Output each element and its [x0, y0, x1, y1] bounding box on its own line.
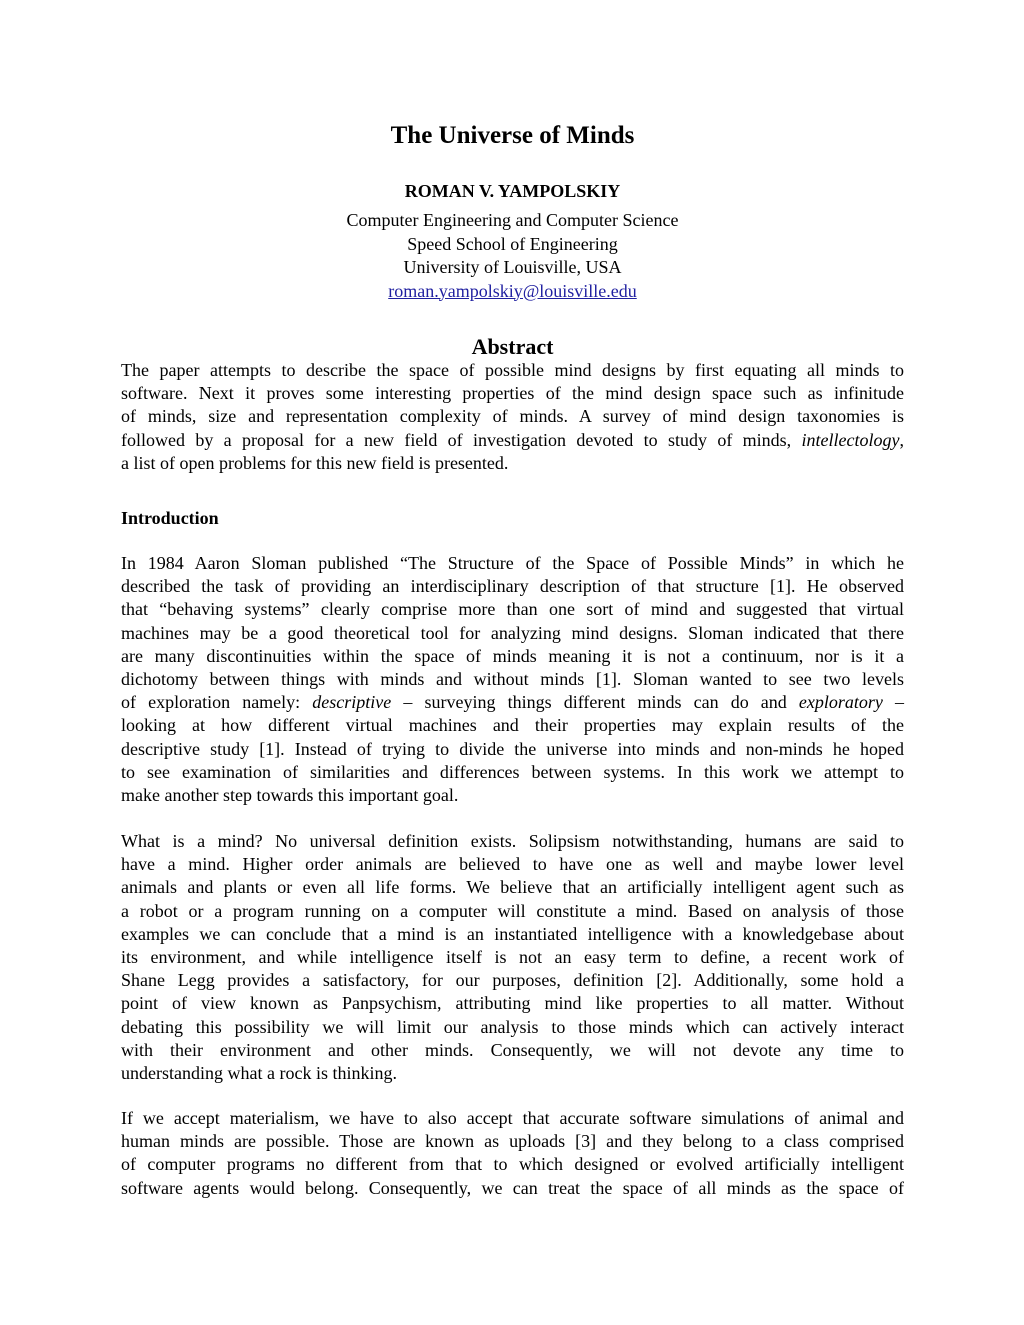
intro-line: its environment, and while intelligence itself is not an easy term to define, a recent work of	[121, 946, 904, 967]
abstract-line: software. Next it proves some interesting properties of the mind design space such as infinitude	[121, 383, 904, 404]
affiliation-line: Speed School of Engineering	[407, 233, 618, 254]
intro-line: What is a mind? No universal definition exists. Solipsism notwithstanding, humans are said to	[121, 831, 904, 851]
intro-line: software agents would belong. Consequently, we can treat the space of all minds as the space of	[121, 1177, 904, 1198]
abstract-line: a list of open problems for this new field is presented.	[121, 452, 509, 473]
affiliation-line: Computer Engineering and Computer Science	[346, 210, 679, 230]
affiliation-line: University of Louisville, USA	[403, 257, 622, 277]
intro-line: looking at how different virtual machines and their properties may explain results of the	[121, 715, 904, 736]
paper-title: The Universe of Minds	[390, 122, 635, 149]
introduction-heading: Introduction	[121, 508, 219, 528]
intro-line: In 1984 Aaron Sloman published “The Structure of the Space of Possible Minds” in which he	[121, 553, 904, 573]
intro-paragraph-1	[121, 552, 904, 807]
intro-line: are many discontinuities within the space of minds meaning it is not a continuum, nor is it a	[121, 645, 904, 666]
intro-line: debating this possibility we will limit our analysis to those minds which can actively interact	[121, 1016, 904, 1037]
intro-line: with their environment and other minds. Consequently, we will not devote any time to	[121, 1039, 904, 1060]
abstract-line	[121, 429, 904, 452]
affiliation-block	[121, 209, 904, 303]
intro-line: understanding what a rock is thinking.	[121, 1062, 397, 1083]
intro-line-text: – surveying things different minds can do and	[391, 692, 799, 713]
intro-line: Shane Legg provides a satisfactory, for our purposes, definition [2]. Additionally, some hold a	[121, 970, 904, 991]
intro-line	[121, 691, 904, 714]
author-email-link[interactable]: roman.yampolskiy@louisville.edu	[388, 280, 637, 301]
abstract-line: The paper attempts to describe the space of possible mind designs by first equating all minds to	[121, 360, 904, 380]
intro-line: a robot or a program running on a computer will constitute a mind. Based on analysis of those	[121, 900, 904, 921]
abstract-italic-term: intellectology	[801, 429, 900, 450]
abstract-paragraph	[121, 359, 904, 475]
intro-line: make another step towards this important goal.	[121, 784, 459, 805]
italic-term-exploratory: exploratory	[798, 692, 883, 713]
abstract-line: of minds, size and representation complexity of minds. A survey of mind design taxonomies is	[121, 406, 904, 427]
intro-line: of computer programs no different from that to which designed or evolved artificially intelligent	[121, 1154, 904, 1175]
intro-line: point of view known as Panpsychism, attributing mind like properties to all matter. Without	[121, 993, 904, 1014]
intro-line: machines may be a good theoretical tool for analyzing mind designs. Sloman indicated that there	[121, 622, 904, 643]
intro-line: described the task of providing an interdisciplinary description of that structure [1]. He observed	[121, 576, 904, 597]
intro-line: to see examination of similarities and differences between systems. In this work we attempt to	[121, 761, 904, 782]
intro-line: examples we can conclude that a mind is an instantiated intelligence with a knowledgebase about	[121, 923, 904, 944]
intro-line-text: –	[882, 692, 905, 713]
author-name: ROMAN V. YAMPOLSKIY	[404, 181, 621, 201]
abstract-line-text: followed by a proposal for a new field of investigation devoted to study of minds,	[121, 429, 802, 450]
intro-line: dichotomy between things with minds and without minds [1]. Sloman wanted to see two levels	[121, 668, 904, 689]
intro-paragraph-3	[121, 1107, 904, 1200]
intro-line: animals and plants or even all life forms. We believe that an artificially intelligent agent such as	[121, 877, 904, 898]
italic-term-descriptive: descriptive	[312, 692, 392, 713]
intro-line: have a mind. Higher order animals are believed to have one as well and maybe lower level	[121, 854, 904, 875]
intro-line-text: of exploration namely:	[121, 692, 313, 713]
intro-paragraph-2	[121, 830, 904, 1085]
intro-line: human minds are possible. Those are known as uploads [3] and they belong to a class comprised	[121, 1131, 904, 1152]
abstract-comma: ,	[899, 429, 904, 450]
intro-line: that “behaving systems” clearly comprise more than one sort of mind and suggested that virtual	[121, 599, 904, 620]
abstract-heading: Abstract	[471, 334, 554, 359]
intro-line: If we accept materialism, we have to also accept that accurate software simulations of animal and	[121, 1108, 904, 1128]
intro-line: descriptive study [1]. Instead of trying to divide the universe into minds and non-minds he hoped	[121, 738, 904, 759]
